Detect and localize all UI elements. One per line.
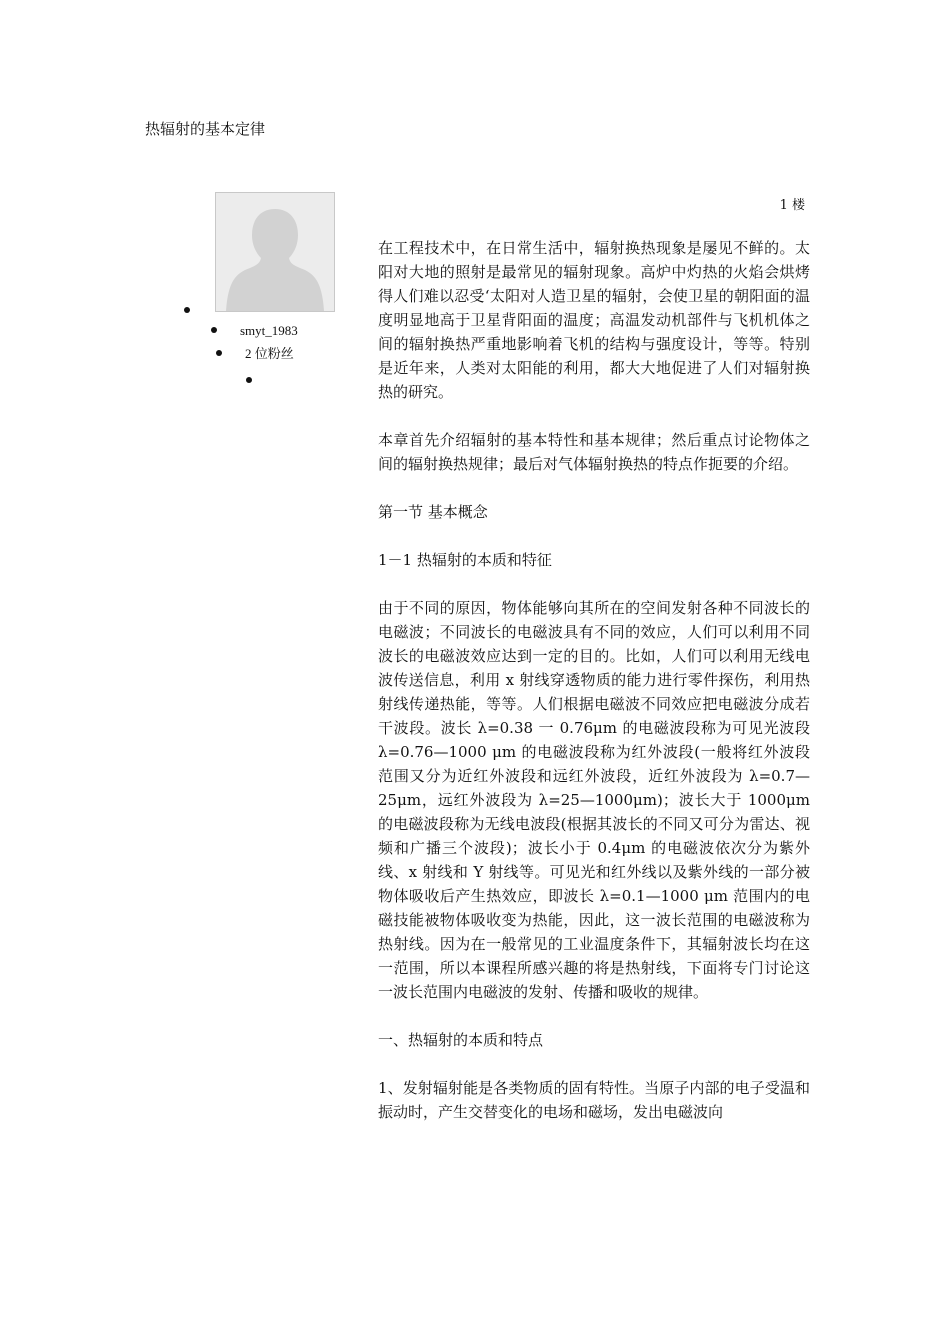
- author-avatar[interactable]: [215, 192, 335, 312]
- subsection-heading: 1－1 热辐射的本质和特征: [378, 551, 552, 569]
- author-username[interactable]: smyt_1983: [240, 323, 298, 338]
- paragraph-electromagnetic-waves: 由于不同的原因，物体能够向其所在的空间发射各种不同波长的电磁波；不同波长的电磁波具有不同的效应，人们可以利用不同波长的电磁波效应达到一定的目的。比如，人们可以利用无线电波传送信息，利用 x 射线穿透物质的能力进行零件探伤，利用热射线传递热能，等等。人们根据电磁波不同效应把电磁波分成若干波段。波长 λ=0.38 一 0.76μm 的电磁波段称为可见光波段 λ=0.76—1000 μm 的电磁波段称为红外波段(一般将红外波段范围又分为近红外波段和远红外波段，近红外波段为 λ=0.7—25μm，远红外波段为 λ=25—1000μm)；波长大于 1000μm 的电磁波段称为无线电波段(根据其波长的不同又可分为雷达、视频和广播三个波段)；波长小于 0.4μm 的电磁波依次分为紫外线、x 射线和 Y 射线等。可见光和红外线以及紫外线的一部分被物体吸收后产生热效应，即波长 λ=0.1—1000 μm 范围内的电磁技能被物体吸收变为热能，因此，这一波长范围的电磁波称为热射线。因为在一般常见的工业温度条件下，其辐射波长均在这一范围，所以本课程所感兴趣的将是热射线，下面将专门讨论这一波长范围内电磁波的发射、传播和吸收的规律。: [378, 599, 810, 1001]
- list-bullet: [211, 327, 217, 333]
- section-heading: 第一节 基本概念: [378, 503, 488, 521]
- topic-heading: 一、热辐射的本质和特点: [378, 1031, 544, 1049]
- list-bullet: [184, 307, 190, 313]
- paragraph-intro: 在工程技术中，在日常生活中，辐射换热现象是屡见不鲜的。太阳对大地的照射是最常见的辐射现象。高炉中灼热的火焰会烘烤得人们难以忍受‘太阳对人造卫星的辐射，会使卫星的朝阳面的温度明显地高于卫星背阳面的温度；高温发动机部件与飞机机体之间的辐射换热严重地影响着飞机的结构与强度设计，等等。特别是近年来，人类对太阳能的利用，都大大地促进了人们对辐射换热的研究。: [378, 239, 810, 401]
- list-bullet: [216, 350, 222, 356]
- paragraph-emission: 1、发射辐射能是各类物质的固有特性。当原子内部的电子受温和振动时，产生交替变化的电场和磁场，发出电磁波向: [378, 1079, 810, 1121]
- default-user-silhouette-icon: [216, 193, 334, 311]
- list-bullet: [246, 377, 252, 383]
- page-title: 热辐射的基本定律: [145, 120, 266, 138]
- floor-number: 1 楼: [779, 198, 805, 213]
- paragraph-chapter-overview: 本章首先介绍辐射的基本特性和基本规律；然后重点讨论物体之间的辐射换热规律；最后对气体辐射换热的特点作扼要的介绍。: [378, 431, 810, 473]
- post-content: [378, 236, 810, 1148]
- author-fans-count[interactable]: 2 位粉丝: [245, 346, 294, 361]
